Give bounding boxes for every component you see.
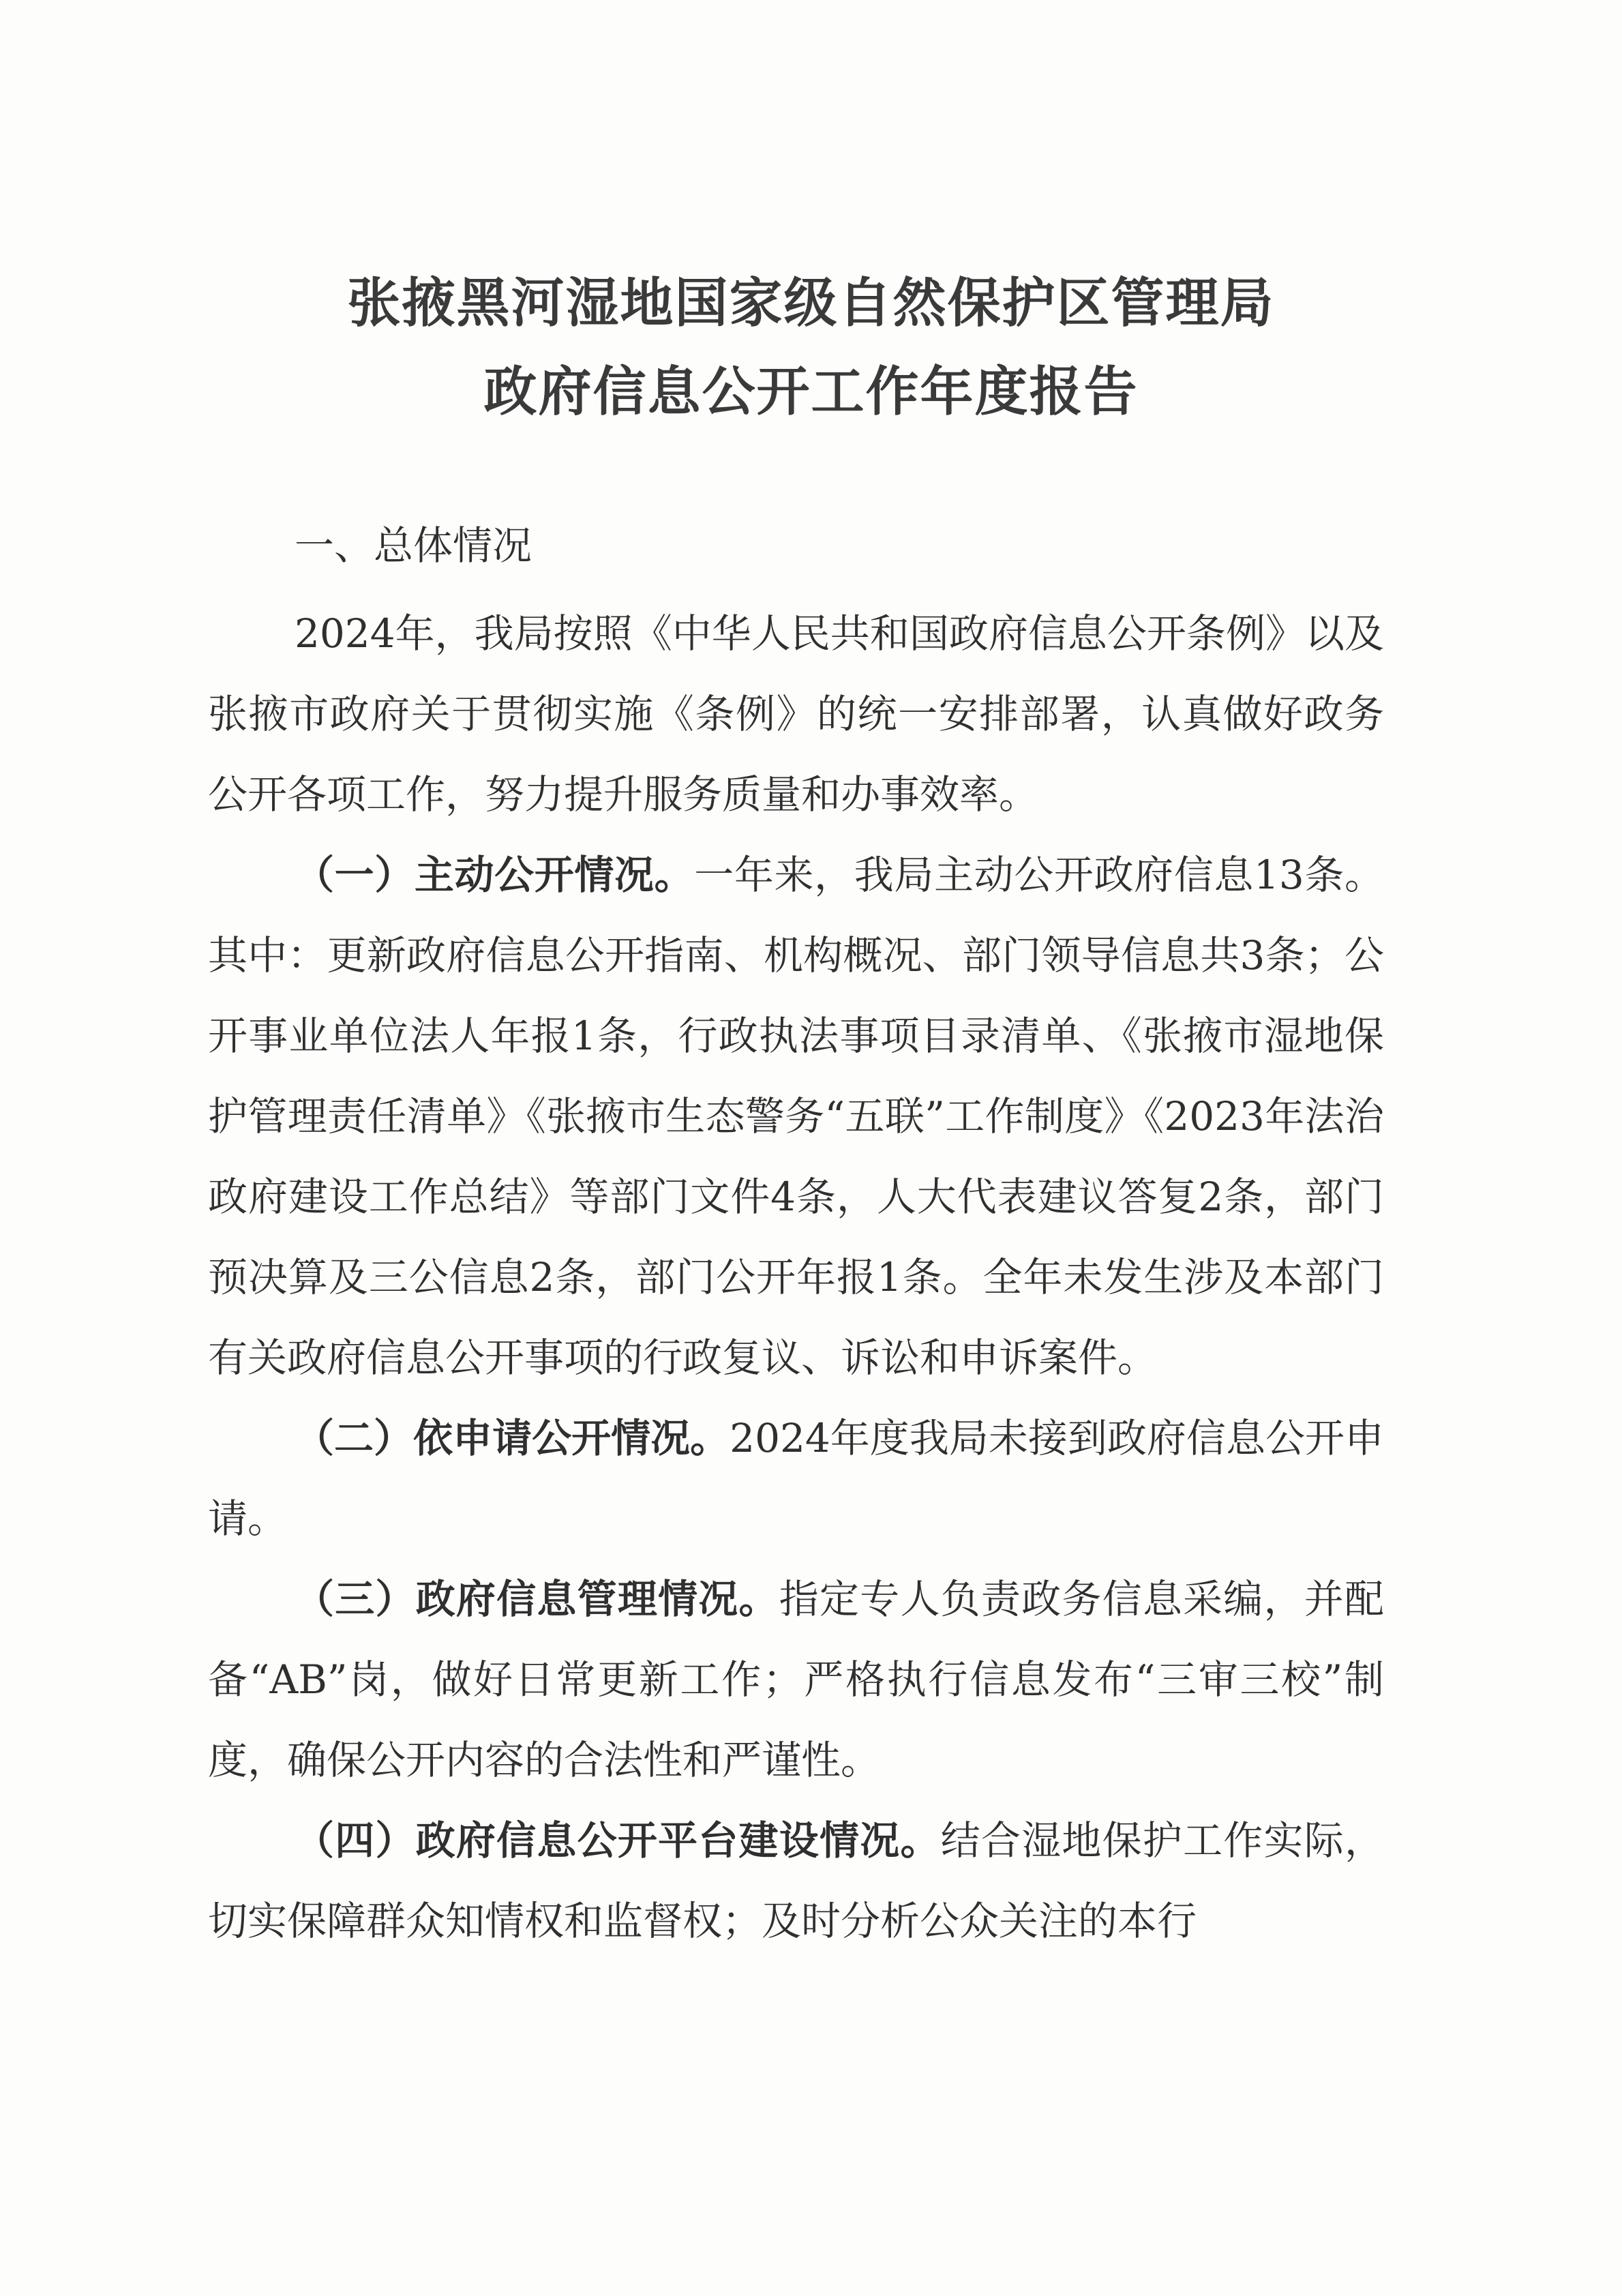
paragraph-application-disclosure bbox=[208, 1398, 1384, 1559]
title-line-1: 张掖黑河湿地国家级自然保护区管理局 bbox=[347, 272, 1275, 334]
paragraph-proactive-disclosure bbox=[208, 835, 1384, 1398]
document-body bbox=[208, 593, 1384, 1961]
paragraph-information-management bbox=[208, 1559, 1384, 1800]
intro-paragraph bbox=[208, 593, 1384, 835]
intro-text: 2024年，我局按照《中华人民共和国政府信息公开条例》以及张掖市政府关于贯彻实施《条例》的统一安排部署，认真做好政务公开各项工作，努力提升服务质量和办事效率。 bbox=[208, 610, 1384, 818]
paragraph-lead: （三）政府信息管理情况。 bbox=[295, 1576, 779, 1622]
paragraph-text: 一年来，我局主动公开政府信息13条。其中：更新政府信息公开指南、机构概况、部门领导信息共3条；公开事业单位法人年报1条，行政执法事项目录清单、《张掖市湿地保护管理责任清单》《张掖市生态警务“五联”工作制度》《2023年法治政府建设工作总结》等部门文件4条，人大代表建议答复2条，部门预决算及三公信息2条，部门公开年报1条。全年未发生涉及本部门有关政府信息公开事项的行政复议、诉讼和申诉案件。 bbox=[208, 852, 1384, 1381]
paragraph-text: 指定专人负责政务信息采编，并配备“AB”岗，做好日常更新工作；严格执行信息发布“三审三校”制度，确保公开内容的合法性和严谨性。 bbox=[208, 1576, 1384, 1783]
paragraph-text: 2024年度我局未接到政府信息公开申请。 bbox=[208, 1415, 1384, 1542]
paragraph-lead: （二）依申请公开情况。 bbox=[295, 1415, 730, 1461]
paragraph-lead: （一）主动公开情况。 bbox=[295, 852, 695, 898]
paragraph-lead: （四）政府信息公开平台建设情况。 bbox=[295, 1817, 941, 1864]
paragraph-text: 结合湿地保护工作实际，切实保障群众知情权和监督权；及时分析公众关注的本行 bbox=[208, 1817, 1384, 1944]
document-title bbox=[0, 259, 1622, 436]
paragraph-platform-construction bbox=[208, 1800, 1384, 1961]
title-line-2: 政府信息公开工作年度报告 bbox=[483, 361, 1139, 423]
section-heading-overview: 一、总体情况 bbox=[295, 522, 532, 569]
